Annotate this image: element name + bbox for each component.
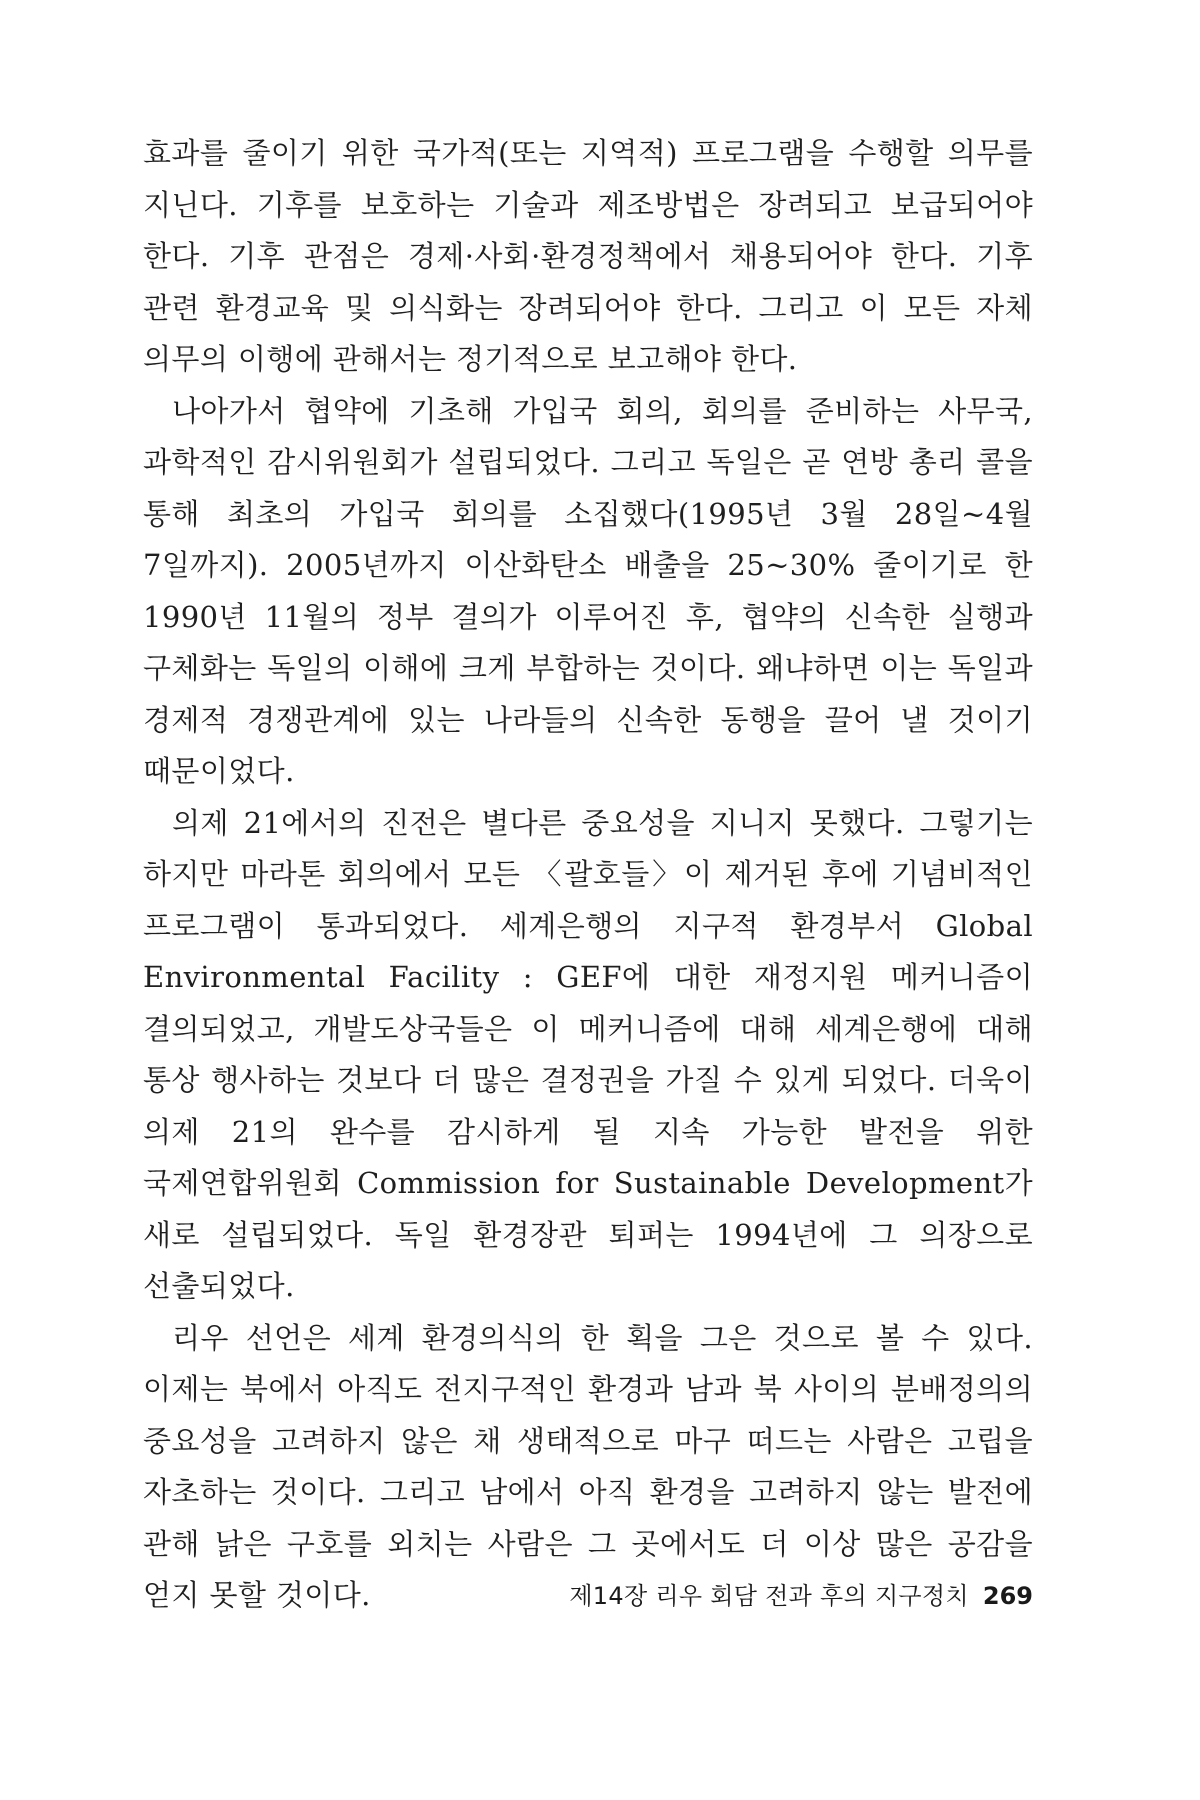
running-head: 제14장 리우 회담 전과 후의 지구정치 bbox=[569, 1582, 969, 1610]
body-text bbox=[143, 128, 1033, 1622]
page-footer bbox=[569, 1576, 1033, 1611]
paragraph-continued: 효과를 줄이기 위한 국가적(또는 지역적) 프로그램을 수행할 의무를 지닌다. 기후를 보호하는 기술과 제조방법은 장려되고 보급되어야 한다. 기후 관점은 경제·사회·환경정책에서 채용되어야 한다. 기후 관련 환경교육 및 의식화는 장려되어야 한다. 그리고 이 모든 자체 의무의 이행에 관해서는 정기적으로 보고해야 한다. bbox=[143, 136, 1033, 376]
page-number: 269 bbox=[982, 1582, 1033, 1610]
paragraph-rio-declaration: 리우 선언은 세계 환경의식의 한 획을 그은 것으로 볼 수 있다. 이제는 북에서 아직도 전지구적인 환경과 남과 북 사이의 분배정의의 중요성을 고려하지 않은 채 생태적으로 마구 떠드는 사람은 고립을 자초하는 것이다. 그리고 남에서 아직 환경을 고려하지 않는 발전에 관해 낡은 구호를 외치는 사람은 그 곳에서도 더 이상 많은 공감을 얻지 못할 것이다. bbox=[143, 1320, 1033, 1612]
paragraph-agenda-21: 의제 21에서의 진전은 별다른 중요성을 지니지 못했다. 그렇기는 하지만 마라톤 회의에서 모든 〈괄호들〉이 제거된 후에 기념비적인 프로그램이 통과되었다. 세계은행의 지구적 환경부서 Global Environmental Facility : GEF에 대한 재정지원 메커니즘이 결의되었고, 개발도상국들은 이 메커니즘에 대해 세계은행에 대해 통상 행사하는 것보다 더 많은 결정권을 가질 수 있게 되었다. 더욱이 의제 21의 완수를 감시하게 될 지속 가능한 발전을 위한 국제연합위원회 Commission for Sustainable Development가 새로 설립되었다. 독일 환경장관 퇴퍼는 1994년에 그 의장으로 선출되었다. bbox=[143, 805, 1033, 1303]
paragraph-convention-bodies: 나아가서 협약에 기초해 가입국 회의, 회의를 준비하는 사무국, 과학적인 감시위원회가 설립되었다. 그리고 독일은 곧 연방 총리 콜을 통해 최초의 가입국 회의를 소집했다(1995년 3월 28일~4월 7일까지). 2005년까지 이산화탄소 배출을 25~30% 줄이기로 한 1990년 11월의 정부 결의가 이루어진 후, 협약의 신속한 실행과 구체화는 독일의 이해에 크게 부합하는 것이다. 왜냐하면 이는 독일과 경제적 경쟁관계에 있는 나라들의 신속한 동행을 끌어 낼 것이기 때문이었다. bbox=[143, 393, 1033, 788]
